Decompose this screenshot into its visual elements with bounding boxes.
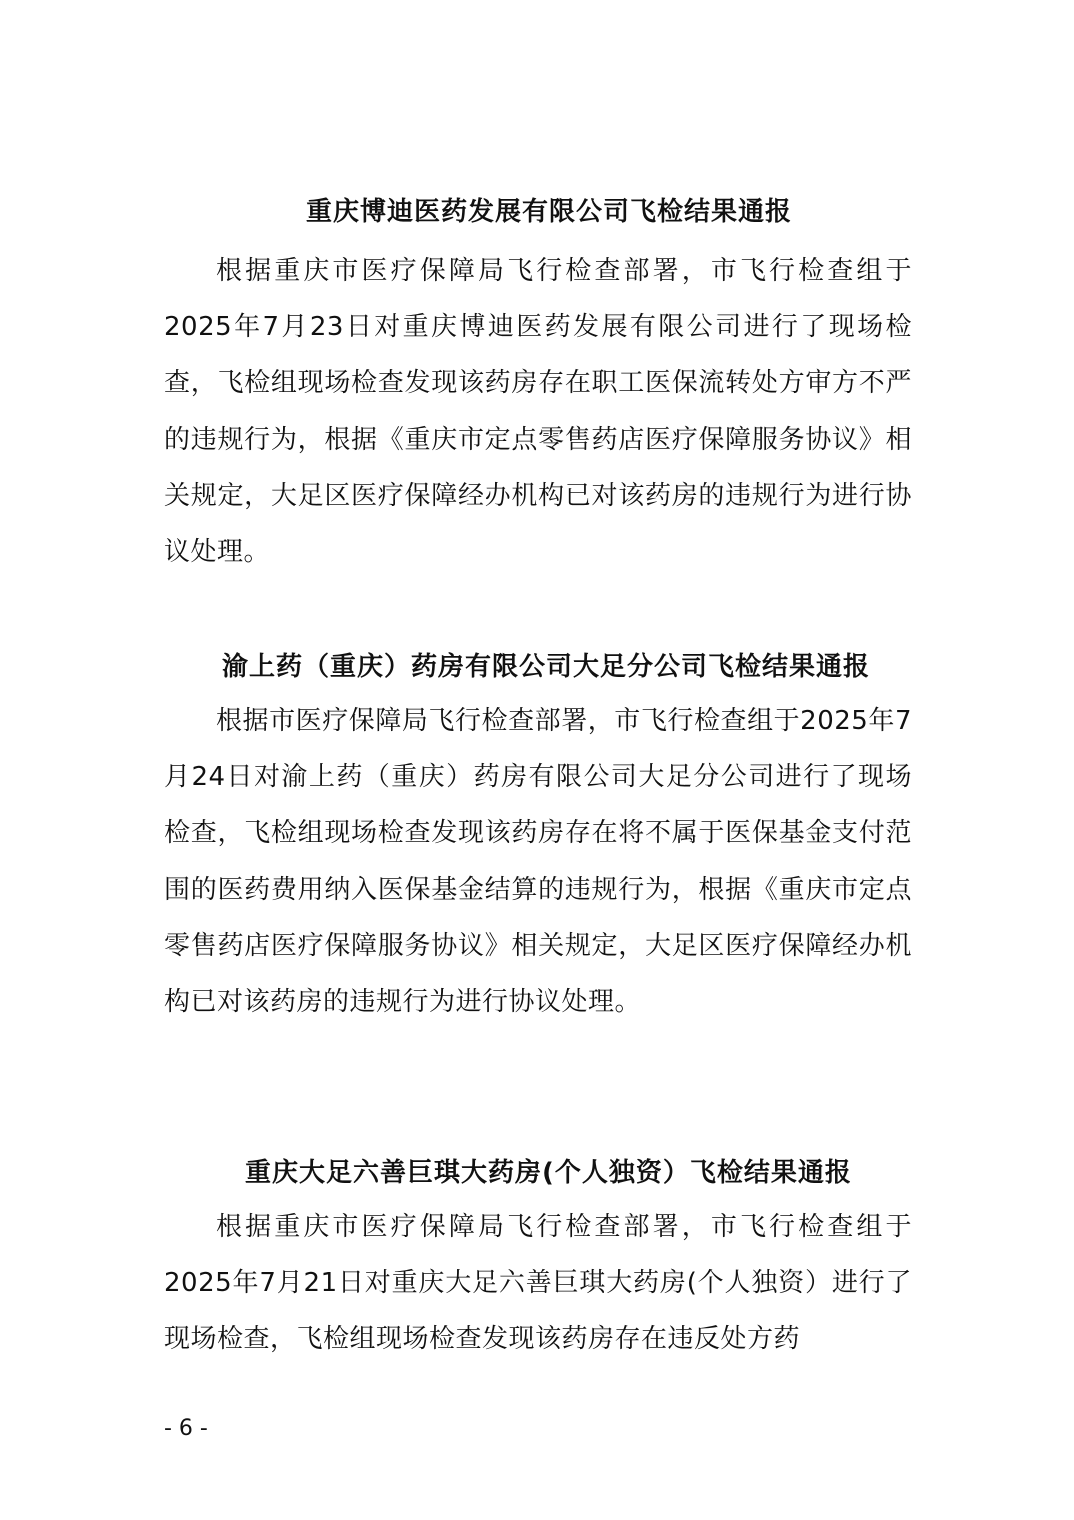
section-title-3: 重庆大足六善巨琪大药房(个人独资）飞检结果通报 [245,1158,852,1188]
section-title-1: 重庆博迪医药发展有限公司飞检结果通报 [306,197,793,227]
section-body-2: 根据市医疗保障局飞行检查部署，市飞行检查组于2025年7月24日对渝上药（重庆）药房有限公司大足分公司进行了现场检查，飞检组现场检查发现该药房存在将不属于医保基金支付范围的医药费用纳入医保基金结算的违规行为，根据《重庆市定点零售药店医疗保障服务协议》相关规定，大足区医疗保障经办机构已对该药房的违规行为进行协议处理。 [164,706,912,1018]
page-number: - 6 - [164,1416,208,1441]
section-title-2: 渝上药（重庆）药房有限公司大足分公司飞检结果通报 [222,652,871,682]
section-body-1: 根据重庆市医疗保障局飞行检查部署，市飞行检查组于2025年7月23日对重庆博迪医药发展有限公司进行了现场检查，飞检组现场检查发现该药房存在职工医保流转处方审方不严的违规行为，根据《重庆市定点零售药店医疗保障服务协议》相关规定，大足区医疗保障经办机构已对该药房的违规行为进行协议处理。 [164,256,912,568]
section-body-3: 根据重庆市医疗保障局飞行检查部署，市飞行检查组于2025年7月21日对重庆大足六善巨琪大药房(个人独资）进行了现场检查，飞检组现场检查发现该药房存在违反处方药 [164,1212,912,1355]
